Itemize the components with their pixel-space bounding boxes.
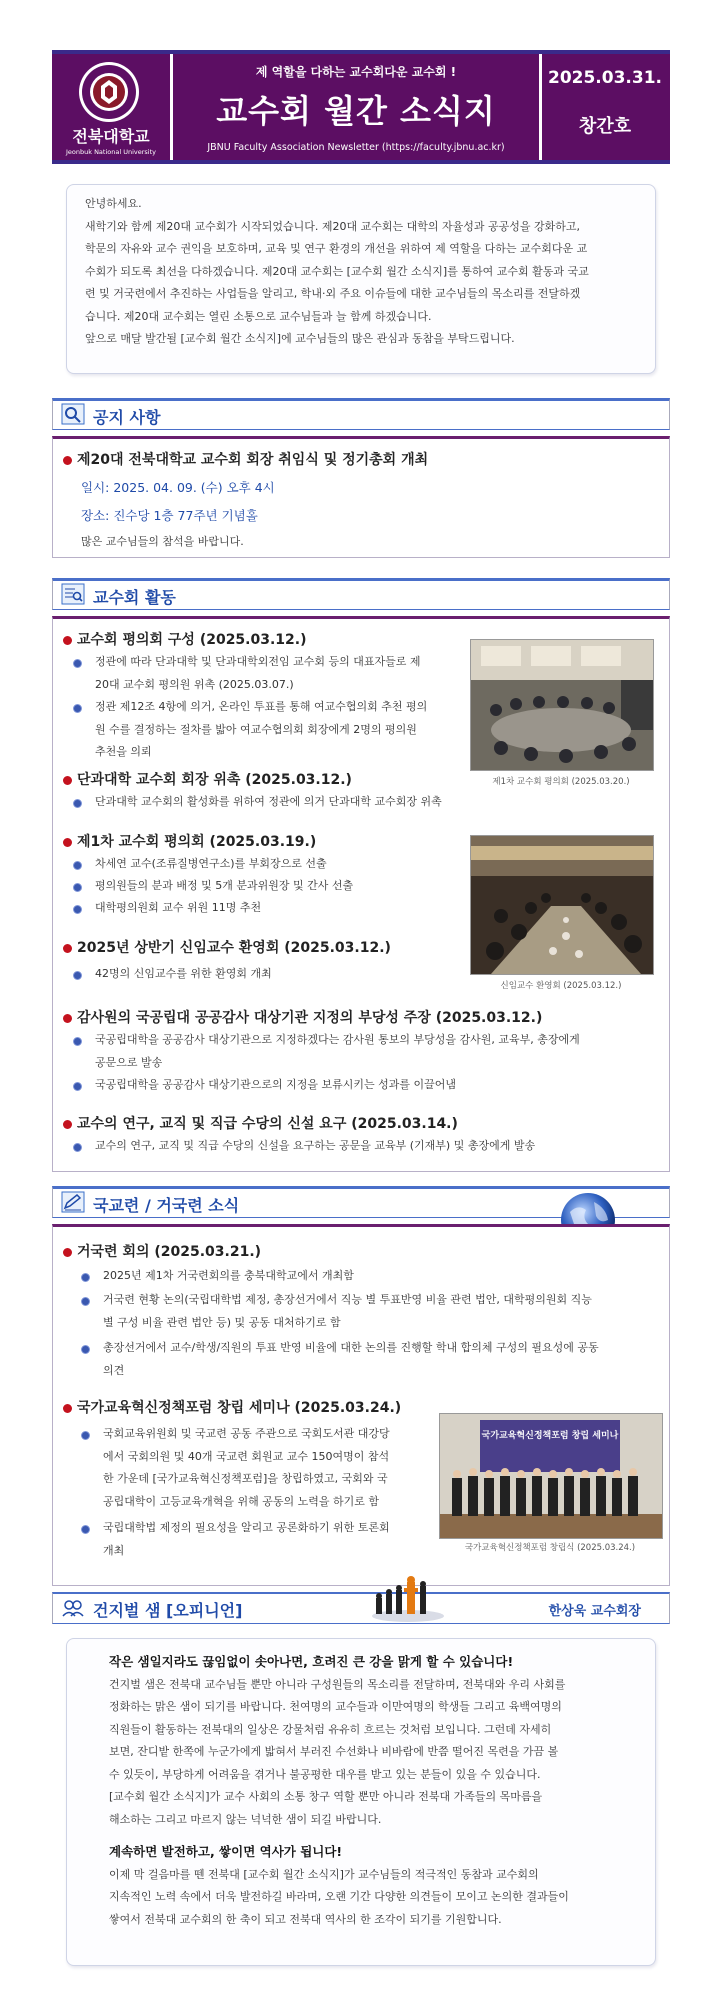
- bullet-icon: [73, 1037, 82, 1046]
- opinion-line: 이제 막 걸음마를 뗀 전북대 [교수회 월간 소식지]가 교수님들의 적극적인 동참과 교수회의: [109, 1867, 539, 1881]
- activity-heading: 2025년 상반기 신임교수 환영회 (2025.03.12.): [63, 937, 391, 957]
- greeting-line: 새학기와 함께 제20대 교수회가 시작되었습니다. 제20대 교수회는 대학의 자율성과 공공성을 강화하고,: [85, 219, 580, 233]
- greeting-box: [66, 184, 656, 374]
- photo-caption: 신임교수 환영회 (2025.03.12.): [500, 981, 622, 991]
- activities-panel: [52, 616, 670, 1172]
- activity-bullet: 차세연 교수(조류질병연구소)를 부회장으로 선출: [73, 853, 473, 876]
- document-search-icon: [61, 583, 85, 605]
- bullet-icon: [81, 1297, 90, 1306]
- forum-banner-text: 국가교육혁신정책포럼 창립 세미나: [481, 1431, 619, 1441]
- bullet-icon: [73, 659, 82, 668]
- federation-bullet: 국립대학법 제정의 필요성을 알리고 공론화하기 위한 토론회 개최: [81, 1517, 441, 1562]
- section-title: 공지 사항: [93, 408, 161, 427]
- activity-bullet: 교수의 연구, 교직 및 직급 수당의 신설을 요구하는 공문을 교육부 (기재부) 및 총장에게 발송: [73, 1135, 653, 1158]
- notice-heading: 제20대 전북대학교 교수회 회장 취임식 및 정기총회 개최: [63, 449, 428, 469]
- opinion-line: 보면, 잔디밭 한쪽에 누군가에게 밟혀서 부러진 수선화나 비바람에 반쯤 떨어진 목련을 가끔 볼: [109, 1745, 559, 1758]
- opinion-line: 지속적인 노력 속에서 더욱 발전하길 바라며, 오랜 기간 다양한 의견들이 모이고 논의한 결과들이: [109, 1890, 569, 1903]
- federation-bullet: 2025년 제1차 거국련회의를 충북대학교에서 개최함: [81, 1265, 661, 1288]
- bullet-icon: [73, 799, 82, 808]
- header-divider: [539, 54, 542, 160]
- activity-heading: 제1차 교수회 평의회 (2025.03.19.): [63, 831, 316, 851]
- activity-bullet: 국공립대학을 공공감사 대상기관으로의 지정을 보류시키는 성과를 이끌어냄: [73, 1074, 653, 1097]
- opinion-line: 건지벌 샘은 전북대 교수님들 뿐만 아니라 구성원들의 목소리를 전달하며, 전북대와 우리 사회를: [109, 1677, 566, 1691]
- red-dot-icon: [63, 1014, 72, 1023]
- activity-bullet: 정관 제12조 4항에 의거, 온라인 투표를 통해 여교수협의회 추천 평의 원 수를 결정하는 절차를 밟아 여교수협의회 회장에게 2명의 평의원 추천을 의뢰: [73, 696, 473, 764]
- notice-section-header: [52, 398, 670, 430]
- red-dot-icon: [63, 776, 72, 785]
- bullet-icon: [73, 1143, 82, 1152]
- opinion-author: 한상욱 교수회장: [548, 1604, 641, 1619]
- newsletter-subtitle: JBNU Faculty Association Newsletter (https://faculty.jbnu.ac.kr): [207, 142, 505, 153]
- activity-bullet: 42명의 신임교수를 위한 환영회 개최: [73, 963, 473, 986]
- red-dot-icon: [63, 1120, 72, 1129]
- bullet-icon: [81, 1273, 90, 1282]
- bullet-icon: [81, 1431, 90, 1440]
- activity-bullet: 대학평의원회 교수 위원 11명 추천: [73, 897, 473, 920]
- opinion-line: [교수회 월간 소식지]가 교수 사회의 소통 창구 역할 뿐만 아니라 전북대 가족들의 목마름을: [109, 1790, 543, 1803]
- federation-bullet: 거국련 현황 논의(국립대학법 제정, 총장선거에서 직능 별 투표반영 비율 관련 법안, 대학평의원회 직능 별 구성 비율 관련 법안 등) 및 공동 대처하기로 함: [81, 1289, 661, 1334]
- photo-caption: 제1차 교수회 평의회 (2025.03.20.): [492, 777, 630, 787]
- people-icon: [61, 1596, 85, 1618]
- opinion-line: 해소하는 그리고 마르지 않는 넉넉한 샘이 되길 바랍니다.: [109, 1812, 382, 1826]
- greeting-line: 안녕하세요.: [85, 197, 142, 210]
- opinion-line: 쌓여서 전북대 교수회의 한 축이 되고 전북대 역사의 한 조각이 되기를 기원합니다.: [109, 1912, 502, 1926]
- opinion-line: 수 있듯이, 부당하게 어려움을 겪거나 불공평한 대우를 받고 있는 분들이 있을 수 있습니다.: [109, 1767, 541, 1781]
- opinion-box: [66, 1638, 656, 1966]
- chess-pieces-icon: [368, 1572, 448, 1624]
- notice-datetime: 일시: 2025. 04. 09. (수) 오후 4시: [81, 480, 275, 495]
- opinion-line: 직원들이 활동하는 전북대의 일상은 강물처럼 유유히 흐르는 것처럼 보입니다. 그런데 자세히: [109, 1722, 552, 1736]
- red-dot-icon: [63, 1404, 72, 1413]
- federation-heading: 국가교육혁신정책포럼 창립 세미나 (2025.03.24.): [63, 1397, 401, 1417]
- red-dot-icon: [63, 838, 72, 847]
- federation-panel: [52, 1224, 670, 1586]
- activity-bullet: 정관에 따라 단과대학 및 단과대학외전임 교수회 등의 대표자들로 제 20대 교수회 평의원 위촉 (2025.03.07.): [73, 651, 473, 696]
- greeting-line: 앞으로 매달 발간될 [교수회 월간 소식지]에 교수님들의 많은 관심과 동참을 부탁드립니다.: [85, 332, 515, 345]
- issue-number: 창간호: [578, 116, 632, 137]
- activity-heading: 단과대학 교수회 회장 위촉 (2025.03.12.): [63, 769, 352, 789]
- bullet-icon: [73, 704, 82, 713]
- activity-heading: 감사원의 국공립대 공공감사 대상기관 지정의 부당성 주장 (2025.03.12.): [63, 1007, 542, 1027]
- section-title: 교수회 활동: [93, 588, 176, 607]
- greeting-line: 학문의 자유와 교수 권익을 보호하며, 교육 및 연구 환경의 개선을 위하여 제 역할을 다하는 교수회다운 교: [85, 242, 588, 255]
- greeting-line: 수회가 되도록 최선을 다하겠습니다. 제20대 교수회는 [교수회 월간 소식지]를 통하여 교수회 활동과 국교: [85, 264, 589, 278]
- notice-place: 장소: 진수당 1층 77주년 기념홀: [81, 508, 258, 523]
- activity-bullet: 평의원들의 분과 배정 및 5개 분과위원장 및 간사 선출: [73, 875, 473, 898]
- bullet-icon: [73, 861, 82, 870]
- activities-section-header: [52, 578, 670, 610]
- header-divider: [170, 54, 173, 160]
- notice-note: 많은 교수님들의 참석을 바랍니다.: [81, 535, 244, 548]
- bullet-icon: [73, 971, 82, 980]
- opinion-heading: 계속하면 발전하고, 쌓이면 역사가 됩니다!: [109, 1844, 343, 1859]
- university-seal-icon: [74, 60, 144, 124]
- red-dot-icon: [63, 944, 72, 953]
- university-name: 전북대학교: [72, 127, 150, 146]
- newsletter-header: [52, 50, 670, 164]
- magnifier-icon: [61, 403, 85, 425]
- pencil-note-icon: [61, 1191, 85, 1213]
- opinion-section-header: [52, 1592, 670, 1624]
- welcome-party-photo: [470, 835, 654, 975]
- activity-heading: 교수회 평의회 구성 (2025.03.12.): [63, 629, 307, 649]
- bullet-icon: [81, 1525, 90, 1534]
- red-dot-icon: [63, 1248, 72, 1257]
- federation-bullet: 총장선거에서 교수/학생/직원의 투표 반영 비율에 대한 논의를 진행할 학내 합의체 구성의 필요성에 공동 의견: [81, 1337, 661, 1382]
- newsletter-title: 교수회 월간 소식지: [216, 92, 496, 130]
- section-title: 국교련 / 거국련 소식: [93, 1196, 240, 1215]
- red-dot-icon: [63, 636, 72, 645]
- federation-heading: 거국련 회의 (2025.03.21.): [63, 1241, 261, 1261]
- forum-photo: [439, 1413, 663, 1539]
- opinion-line: 정화하는 맑은 샘이 되기를 바랍니다. 천여명의 교수들과 이만여명의 학생들 그리고 육백여명의: [109, 1700, 562, 1713]
- federation-bullet: 국회교육위원회 및 국교련 공동 주관으로 국회도서관 대강당 에서 국회의원 및 40개 국교련 회원교 교수 150여명이 참석 한 가운데 [국가교육혁신정책포럼]을 창립하였고, 국회와 국 공립대학이 고등교육개혁을 위해 공동의 노력을 하기로 함: [81, 1423, 441, 1513]
- section-title: 건지벌 샘 [오피니언]: [93, 1601, 243, 1620]
- bullet-icon: [81, 1345, 90, 1354]
- issue-date: 2025.03.31.: [547, 68, 662, 88]
- activity-heading: 교수의 연구, 교직 및 직급 수당의 신설 요구 (2025.03.14.): [63, 1113, 458, 1133]
- greeting-line: 습니다. 제20대 교수회는 열린 소통으로 교수님들과 늘 함께 하겠습니다.: [85, 309, 432, 323]
- red-dot-icon: [63, 456, 72, 465]
- university-name-english: Jeonbuk National University: [65, 148, 157, 156]
- bullet-icon: [73, 905, 82, 914]
- bullet-icon: [73, 1082, 82, 1091]
- notice-panel: [52, 436, 670, 558]
- greeting-line: 련 및 거국련에서 추진하는 사업들을 알리고, 학내·외 주요 이슈들에 대한 교수님들의 목소리를 전달하겠: [85, 287, 581, 300]
- header-tagline: 제 역할을 다하는 교수회다운 교수회 !: [255, 65, 457, 79]
- activity-bullet: 국공립대학을 공공감사 대상기관으로 지정하겠다는 감사원 통보의 부당성을 감사원, 교육부, 총장에게 공문으로 발송: [73, 1029, 653, 1074]
- opinion-heading: 작은 샘일지라도 끊임없이 솟아나면, 흐려진 큰 강을 맑게 할 수 있습니다!: [109, 1654, 514, 1669]
- meeting-photo: [470, 639, 654, 771]
- bullet-icon: [73, 883, 82, 892]
- photo-caption: 국가교육혁신정책포럼 창립식 (2025.03.24.): [464, 1543, 636, 1553]
- activity-bullet: 단과대학 교수회의 활성화를 위하여 정관에 의거 단과대학 교수회장 위촉: [73, 791, 493, 814]
